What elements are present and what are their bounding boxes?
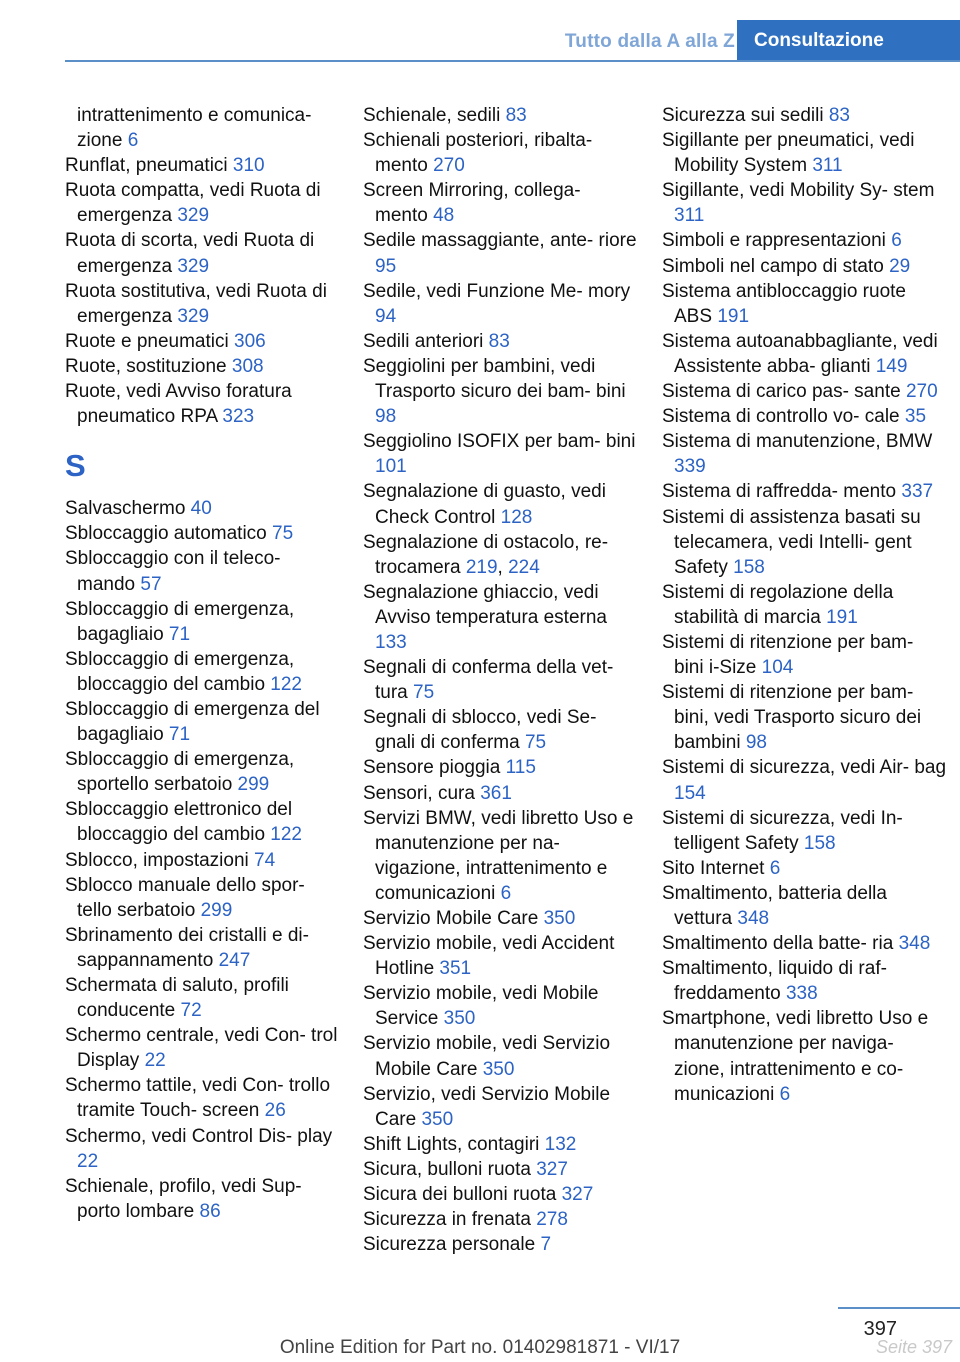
page-reference-link[interactable]: 327 [536, 1158, 568, 1180]
index-entry [65, 379, 340, 429]
index-entry [662, 228, 947, 253]
index-entry [65, 697, 340, 747]
page-reference-link[interactable]: 329 [177, 305, 210, 327]
index-entry-text: Sistemi di sicurezza, vedi Air- bag [662, 757, 947, 779]
index-entry [363, 329, 638, 354]
index-entry [662, 580, 947, 630]
page-reference-link[interactable]: 327 [561, 1184, 594, 1206]
page-reference-link[interactable]: 40 [190, 498, 212, 520]
index-entry [363, 479, 638, 529]
page-reference-link[interactable]: 310 [232, 155, 265, 177]
index-entry-text: Ruota di scorta, vedi Ruota di emergenza [65, 230, 315, 277]
index-entry [363, 931, 638, 981]
index-entry-text: Smartphone, vedi libretto Uso e manutenzione per naviga- zione, intrattenimento e co- municazioni [662, 1008, 929, 1105]
index-entry [363, 705, 638, 755]
index-entry [662, 379, 947, 404]
index-entry [363, 228, 638, 278]
index-entry-text: Schermo centrale, vedi Con- trol Display [65, 1025, 338, 1072]
index-entry-text: Sbloccaggio elettronico del bloccaggio del cambio [65, 799, 293, 846]
index-entry-text: Sistema autoanabbagliante, vedi Assistente abba- glianti [662, 330, 938, 377]
page-reference-link[interactable]: 101 [375, 456, 407, 478]
index-entry-text: Sicurezza in frenata [363, 1209, 537, 1231]
header-section-title: Tutto dalla A alla Z [564, 31, 735, 52]
index-entry-text: Sbloccaggio di emergenza, bagagliaio [65, 598, 295, 645]
page-reference-link[interactable]: 191 [717, 305, 750, 327]
index-entry [662, 505, 947, 580]
index-entry [662, 630, 947, 680]
index-entry [65, 848, 340, 873]
index-list [363, 103, 638, 1257]
index-entry [65, 1023, 340, 1073]
index-entry-text: Smaltimento della batte- ria [662, 933, 899, 955]
index-entry [662, 429, 947, 479]
index-entry [662, 404, 947, 429]
index-entry [662, 103, 947, 128]
index-entry-text: Servizio, vedi Servizio Mobile Care [363, 1083, 611, 1130]
index-entry-text: Ruote, vedi Avviso foratura pneumatico RPA [65, 381, 292, 428]
index-entry-text: Sbloccaggio con il teleco- mando [65, 548, 281, 595]
index-entry-text: Ruote e pneumatici [65, 330, 234, 352]
page-reference-link[interactable]: 224 [508, 556, 540, 578]
page-reference-link[interactable]: 98 [375, 406, 397, 428]
page-reference-link[interactable]: 361 [480, 782, 512, 804]
page-reference-link[interactable]: 98 [745, 732, 767, 754]
index-entry [65, 279, 340, 329]
index-entry [65, 103, 340, 153]
index-entry-text: Salvaschermo [65, 498, 191, 520]
header-rule [65, 60, 960, 62]
index-entry-text: Sblocco manuale dello spor- tello serbatoio [65, 874, 305, 921]
page-reference-link[interactable]: 350 [421, 1108, 454, 1130]
index-list-r [65, 103, 340, 429]
index-entry-text: Schermo, vedi Control Dis- play [65, 1125, 333, 1147]
page-reference-link[interactable]: 278 [536, 1209, 568, 1231]
page-reference-link[interactable]: 132 [544, 1133, 577, 1155]
index-entry-text: Segnali di sblocco, vedi Se- gnali di conferma [363, 707, 597, 754]
page-reference-link[interactable]: 306 [234, 330, 266, 352]
page-reference-link[interactable]: 71 [168, 724, 191, 746]
page-reference-link[interactable]: 95 [375, 255, 397, 277]
index-entry-text: Shift Lights, contagiri [363, 1133, 545, 1155]
index-entry-text: Sicurezza sui sedili [662, 105, 829, 126]
index-entry [662, 931, 947, 956]
page-reference-link[interactable]: 348 [737, 908, 770, 929]
index-entry-text: Sigillante, vedi Mobility Sy- stem [662, 180, 935, 202]
page-reference-link[interactable]: 337 [901, 481, 934, 503]
index-entry-text: Sistemi di assistenza basati su telecamera, vedi Intelli- gent Safety [662, 506, 921, 578]
index-column-1 [65, 103, 340, 1224]
index-entry [65, 354, 340, 379]
index-entry-text: Ruota compatta, vedi Ruota di emergenza [65, 180, 321, 227]
index-column-2 [363, 103, 638, 1257]
page-reference-link[interactable]: 35 [904, 406, 927, 428]
index-entry-text: intrattenimento e comunica- zione [77, 105, 312, 152]
index-entry-text: Screen Mirroring, collega- mento [363, 180, 581, 227]
index-entry-text: Servizio mobile, vedi Accident Hotline [363, 933, 615, 980]
page-reference-link[interactable]: 6 [500, 882, 512, 904]
index-entry [662, 479, 947, 504]
index-entry [662, 178, 947, 228]
page-reference-link[interactable]: 351 [439, 958, 472, 980]
index-entry-text: Sistemi di ritenzione per bam- bini i-Size [662, 631, 914, 679]
page-reference-link[interactable]: 6 [891, 230, 902, 252]
index-entry [65, 647, 340, 697]
index-entry [65, 873, 340, 923]
page-reference-link[interactable]: 29 [889, 255, 911, 277]
page-reference-link[interactable]: 270 [433, 155, 465, 177]
index-entry [363, 1031, 638, 1081]
index-entry [65, 1124, 340, 1174]
index-entry-text: Servizio mobile, vedi Mobile Service [363, 983, 599, 1030]
page-reference-link[interactable]: 72 [180, 1000, 202, 1022]
index-entry-text: Sbloccaggio automatico [65, 523, 273, 545]
index-entry-text: Servizi BMW, vedi libretto Uso e manutenzione per na- vigazione, intrattenimento e comunicazioni [363, 807, 634, 904]
page-reference-link[interactable]: 75 [272, 523, 294, 545]
page-reference-link[interactable]: 329 [177, 205, 210, 227]
page-reference-link[interactable]: 350 [482, 1058, 515, 1080]
page-reference-link[interactable]: 122 [270, 673, 302, 695]
index-entry-text: Simboli e rappresentazioni [662, 230, 892, 252]
page-header [0, 0, 960, 62]
index-entry-text: Segnalazione ghiaccio, vedi Avviso temperatura esterna [363, 581, 607, 628]
index-entry-text: Schermata di saluto, profili conducente [65, 975, 289, 1022]
page-reference-link[interactable]: 6 [127, 130, 139, 152]
index-entry-text: Sistema di raffredda- mento [662, 481, 902, 503]
page-reference-link[interactable]: 158 [803, 832, 836, 854]
index-entry [65, 178, 340, 228]
page-reference-link[interactable]: 299 [200, 899, 233, 921]
index-entry-text: Ruota sostitutiva, vedi Ruota di emergenza [65, 280, 327, 327]
index-entry-text: Sistema antibloccaggio ruote ABS [662, 280, 906, 327]
page-number: 397 [863, 1318, 897, 1340]
page-reference-link[interactable]: 299 [237, 774, 270, 796]
index-entry: Segnalazione di ostacolo, re- trocamera 219, 224 [363, 531, 609, 578]
index-entry [65, 923, 340, 973]
page-reference-link[interactable]: 75 [524, 732, 547, 754]
index-entry [662, 856, 947, 881]
index-entry [363, 429, 638, 479]
index-entry-text: Sistemi di sicurezza, vedi In- telligent Safety [662, 807, 903, 854]
index-entry [363, 178, 638, 228]
page-reference-link[interactable]: 57 [140, 573, 162, 595]
page-reference-link[interactable]: 115 [505, 757, 536, 779]
page-reference-link[interactable]: 329 [177, 255, 210, 277]
index-entry [363, 279, 638, 329]
index-entry-text: Ruote, sostituzione [65, 355, 232, 377]
page-reference-link[interactable]: 48 [433, 205, 455, 227]
index-entry-text: Sicura dei bulloni ruota [363, 1184, 562, 1206]
index-entry [363, 103, 638, 128]
index-entry-text: Sicura, bulloni ruota [363, 1158, 537, 1180]
index-entry-text: Sbloccaggio di emergenza, bloccaggio del cambio [65, 648, 295, 695]
index-entry [363, 128, 638, 178]
index-entry [65, 153, 340, 178]
page-reference-link[interactable]: 7 [540, 1234, 552, 1256]
header-tab-consultazione: Consultazione [737, 20, 960, 62]
index-entry [363, 755, 638, 780]
index-entry [363, 1182, 638, 1207]
index-entry [363, 655, 638, 705]
page-reference-link[interactable]: 339 [674, 456, 706, 478]
page-reference-link[interactable]: 323 [222, 406, 255, 428]
index-entry [662, 881, 947, 931]
index-entry-text: Sicurezza personale [363, 1234, 541, 1256]
page-reference-link[interactable]: 338 [785, 983, 818, 1005]
index-entry-text: Sbrinamento dei cristalli e di- sappannamento [65, 924, 309, 971]
index-column-3 [662, 103, 947, 1107]
index-entry-text: Sensore pioggia [363, 757, 506, 779]
page-reference-link[interactable]: 83 [488, 330, 510, 352]
watermark: Seite 397 [875, 1337, 952, 1357]
page-reference-link[interactable]: 350 [443, 1008, 476, 1030]
index-entry [662, 329, 947, 379]
index-entry [363, 806, 638, 906]
index-entry [65, 747, 340, 797]
index-entry-text: Sigillante per pneumatici, vedi Mobility System [662, 130, 915, 177]
page-reference-link[interactable]: 22 [144, 1050, 166, 1072]
index-entry [65, 228, 340, 278]
index-entry [363, 1157, 638, 1182]
index-entry-text: Segnalazione di ostacolo, re- trocamera [363, 531, 609, 578]
index-entry [363, 1207, 638, 1232]
page-reference-link[interactable]: 154 [674, 782, 706, 804]
index-entry-text: Sistema di manutenzione, BMW [662, 431, 933, 453]
page-reference-link[interactable]: 75 [413, 682, 435, 704]
index-entry [65, 597, 340, 647]
index-list-s [65, 496, 340, 1224]
page-reference-link[interactable]: 22 [77, 1150, 99, 1172]
index-entry [65, 973, 340, 1023]
page-reference-link[interactable]: 158 [733, 556, 765, 578]
page-reference-link[interactable]: 83 [828, 105, 850, 126]
index-entry [363, 1132, 638, 1157]
index-entry-text: Sedile massaggiante, ante- riore [363, 230, 637, 252]
index-entry [363, 906, 638, 931]
index-entry-text: Sblocco, impostazioni [65, 849, 255, 871]
index-entry-text: Sistemi di regolazione della stabilità di marcia [662, 581, 894, 628]
index-entry [65, 1073, 340, 1123]
page-reference-link[interactable]: 104 [761, 657, 794, 679]
index-entry-text: Sito Internet [662, 857, 770, 879]
index-entry-text: Sistema di carico pas- sante [662, 381, 906, 403]
index-entry-text: Sistema di controllo vo- cale [662, 406, 905, 428]
index-entry-text: Schermo tattile, vedi Con- trollo tramite Touch- screen [65, 1075, 331, 1122]
page-reference-link[interactable]: 308 [231, 355, 264, 377]
index-entry [662, 128, 947, 178]
page-reference-link[interactable]: 6 [769, 857, 781, 879]
index-entry [363, 781, 638, 806]
page-reference-link[interactable]: 94 [375, 305, 397, 327]
index-entry [662, 254, 947, 279]
index-entry [65, 521, 340, 546]
page-reference-link[interactable]: 247 [218, 949, 251, 971]
page-reference-link[interactable]: 350 [543, 908, 576, 929]
index-entry [662, 279, 947, 329]
index-entry-text: Servizio Mobile Care [363, 908, 544, 929]
index-entry [363, 354, 638, 429]
page-reference-link[interactable]: 71 [168, 623, 191, 645]
index-entry-text: Schienale, sedili [363, 105, 506, 126]
page-reference-link[interactable]: 270 [905, 381, 938, 403]
index-entry-text: Smaltimento, liquido di raf- freddamento [662, 958, 887, 1005]
index-entry [662, 755, 947, 805]
index-entry-text: Seggiolini per bambini, vedi Trasporto sicuro dei bam- bini [363, 355, 626, 403]
index-entry-text: Segnali di conferma della vet- tura [363, 657, 614, 704]
page-reference-link[interactable]: 149 [875, 355, 908, 377]
page-reference-link[interactable]: 26 [264, 1100, 286, 1122]
index-entry-text: Sistemi di ritenzione per bam- bini, vedi Trasporto sicuro dei bambini [662, 682, 922, 754]
edition-note: Online Edition for Part no. 01402981871 - VI/17 [279, 1337, 681, 1358]
index-entry-text: Sbloccaggio di emergenza del bagagliaio [65, 698, 320, 746]
index-entry [65, 329, 340, 354]
index-entry-text: Schienali posteriori, ribalta- mento [363, 130, 593, 177]
index-entry-text: Simboli nel campo di stato [662, 255, 890, 277]
page-reference-link[interactable]: 219 [465, 556, 498, 578]
index-entry [65, 496, 340, 521]
index-entry-text: Sbloccaggio di emergenza, sportello serbatoio [65, 749, 295, 796]
index-entry [363, 1232, 638, 1257]
section-letter: S [65, 448, 86, 484]
index-entry [363, 981, 638, 1031]
index-entry [65, 797, 340, 847]
footer-rule [838, 1307, 960, 1309]
index-entry-text: Sensori, cura [363, 782, 481, 804]
index-entry-text: Sedili anteriori [363, 330, 489, 352]
index-entry-text: Servizio mobile, vedi Servizio Mobile Care [363, 1033, 611, 1080]
index-entry-text: Sedile, vedi Funzione Me- mory [363, 280, 631, 302]
page-reference-link[interactable]: 133 [375, 631, 407, 653]
index-entry [363, 580, 638, 655]
page-reference-link[interactable]: 122 [270, 824, 302, 846]
index-entry [662, 956, 947, 1006]
index-entry [662, 806, 947, 856]
index-entry-text: Seggiolino ISOFIX per bam- bini [363, 431, 636, 453]
index-entry-text: Segnalazione di guasto, vedi Check Control [363, 481, 606, 528]
page-reference-link[interactable]: 74 [254, 849, 276, 871]
page-reference-link[interactable]: 311 [812, 155, 843, 177]
index-entry-text: Schienale, profilo, vedi Sup- porto lombare [65, 1175, 302, 1222]
index-entry [65, 546, 340, 596]
page-reference-link[interactable]: 83 [505, 105, 527, 126]
page-reference-link[interactable]: 6 [779, 1083, 791, 1105]
page-reference-link[interactable]: 86 [199, 1200, 221, 1222]
index-entry [65, 1174, 340, 1224]
index-entry [662, 1006, 947, 1106]
index-entry [662, 680, 947, 755]
index-entry [363, 1082, 638, 1132]
page-reference-link[interactable]: 128 [500, 506, 533, 528]
page-reference-link[interactable]: 311 [674, 205, 705, 227]
page-reference-link[interactable]: 348 [898, 933, 931, 955]
index-entry-text: Smaltimento, batteria della vettura [662, 882, 887, 929]
page-reference-link[interactable]: 191 [826, 606, 858, 628]
index-list [662, 103, 947, 1107]
index-entry-text: Runflat, pneumatici [65, 155, 233, 177]
